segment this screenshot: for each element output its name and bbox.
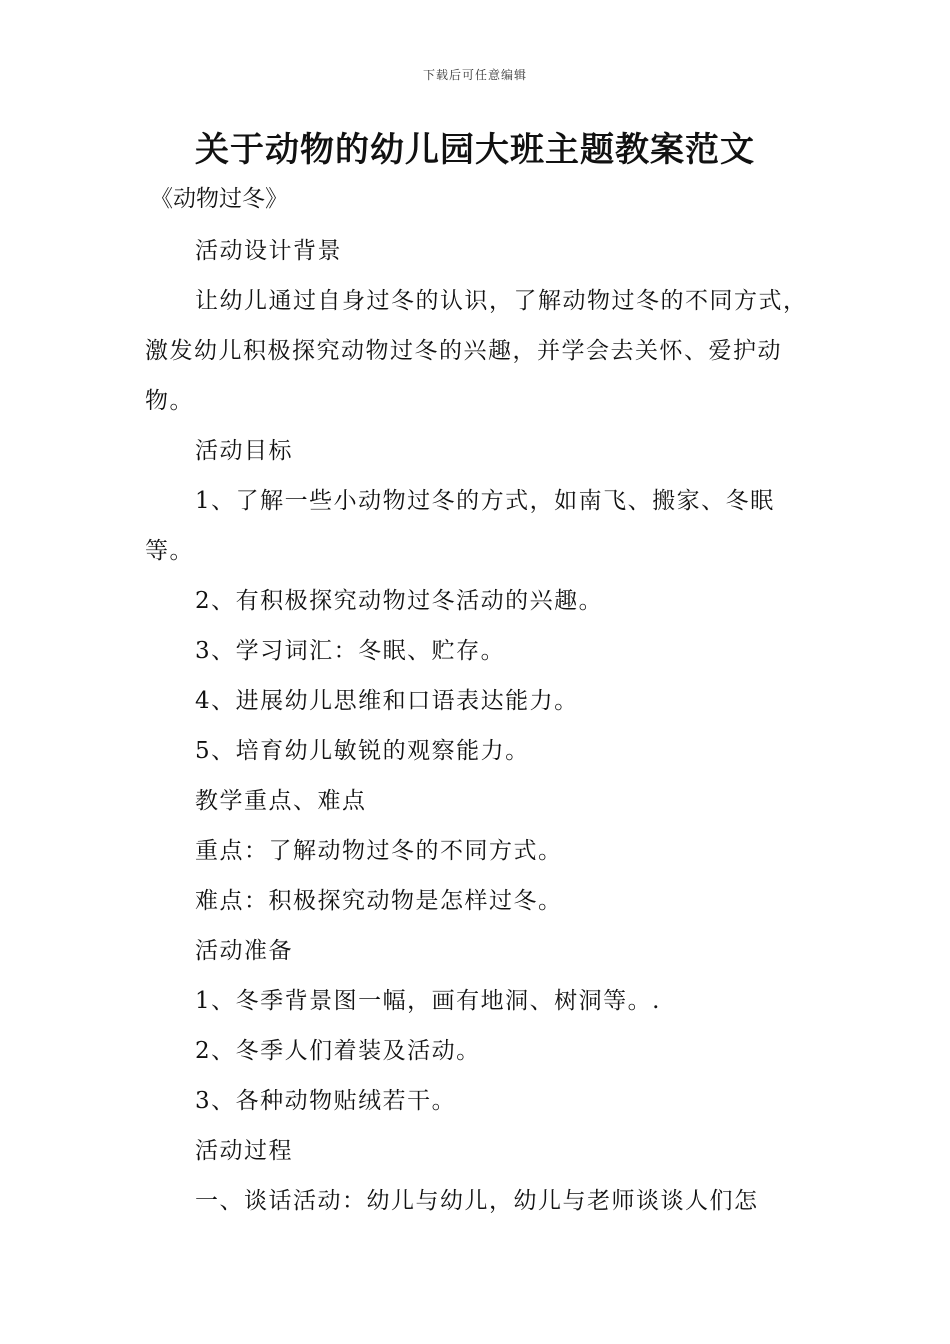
prep-item-2: 2、冬季人们着装及活动。 (195, 1038, 481, 1064)
section-heading-key-points: 教学重点、难点 (195, 788, 367, 814)
section-heading-goals: 活动目标 (195, 438, 293, 464)
section-heading-background: 活动设计背景 (195, 238, 342, 264)
document-title: 关于动物的幼儿园大班主题教案范文 (195, 130, 755, 170)
goal-item-4: 4、进展幼儿思维和口语表达能力。 (195, 688, 579, 714)
goal-item-5: 5、培育幼儿敏锐的观察能力。 (195, 738, 530, 764)
document-subtitle: 《动物过冬》 (150, 186, 288, 212)
goal-item-3: 3、学习词汇：冬眠、贮存。 (195, 638, 506, 664)
page-header-note: 下载后可任意编辑 (422, 68, 527, 82)
prep-item-1: 1、冬季背景图一幅，画有地洞、树洞等。. (195, 988, 661, 1014)
difficult-point: 难点：积极探究动物是怎样过冬。 (195, 888, 563, 914)
goal-item-2: 2、有积极探究动物过冬活动的兴趣。 (195, 588, 604, 614)
process-step-1: 一、谈话活动：幼儿与幼儿，幼儿与老师谈谈人们怎 (195, 1188, 759, 1214)
section-heading-preparation: 活动准备 (195, 938, 293, 964)
section-heading-process: 活动过程 (195, 1138, 293, 1164)
document-body (145, 226, 810, 1226)
prep-item-3: 3、各种动物贴绒若干。 (195, 1088, 457, 1114)
key-point: 重点：了解动物过冬的不同方式。 (195, 838, 563, 864)
goal-item-1: 1、了解一些小动物过冬的方式，如南飞、搬家、冬眠等。 (145, 488, 775, 564)
paragraph-background: 让幼儿通过自身过冬的认识，了解动物过冬的不同方式，激发幼儿积极探究动物过冬的兴趣，并学会去关怀、爱护动物。 (145, 288, 808, 414)
